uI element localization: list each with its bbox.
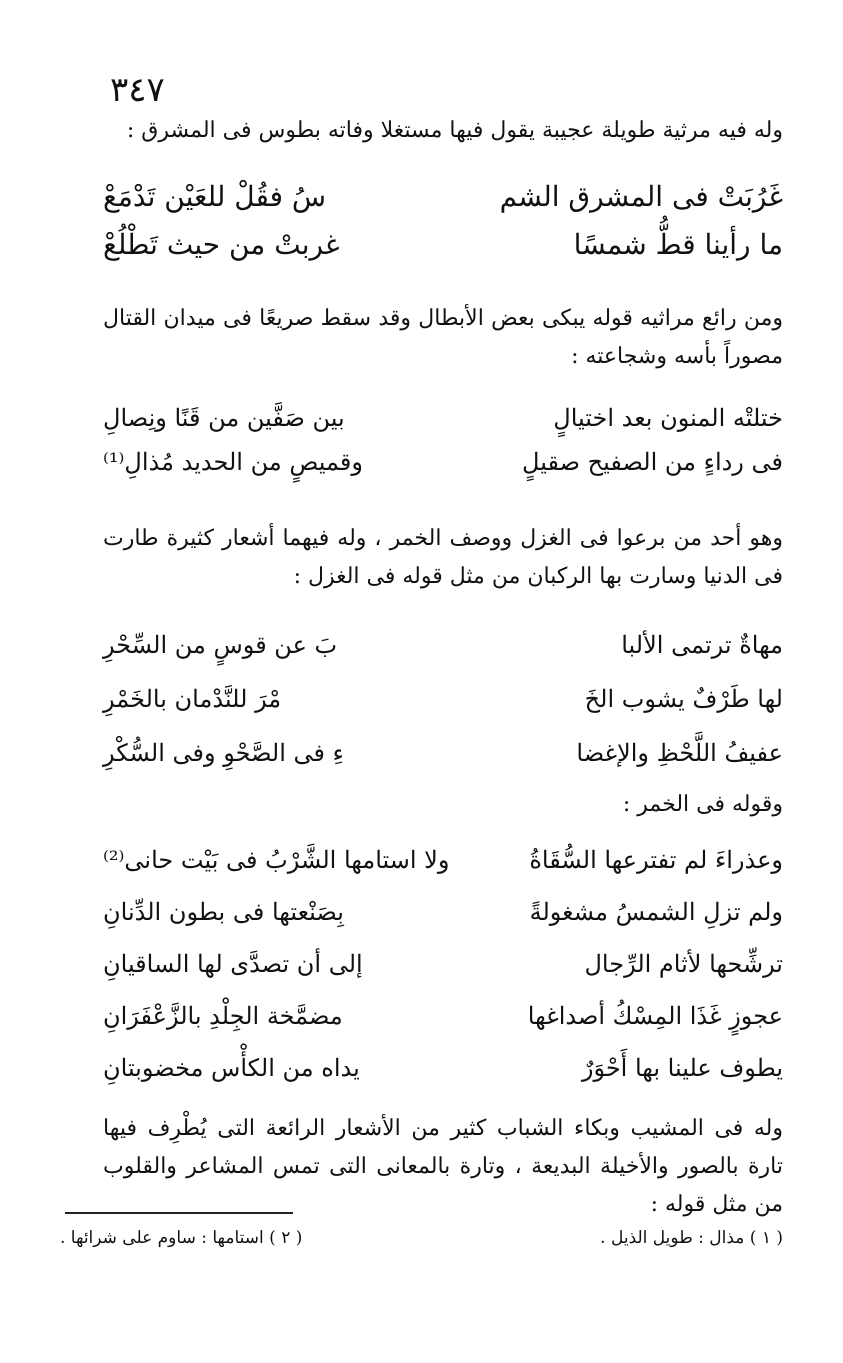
second-hemistich: ولا استامها الشَّرْبُ فى بَيْت حانى⁽²⁾ xyxy=(103,846,450,874)
intro-paragraph-1: وله فيه مرثية طويلة عجيبة يقول فيها مستغلا وفاته بطوس فى المشرق : xyxy=(126,118,783,143)
poem-4 xyxy=(103,834,783,1094)
first-hemistich: ما رأينا قطُّ شمسًا xyxy=(573,227,783,261)
first-hemistich: مهاةٌ ترتمى الألبا xyxy=(621,631,783,659)
page-number: ٣٤٧ xyxy=(110,70,165,110)
intro-paragraph-2: ومن رائع مراثيه قوله يبكى بعض الأبطال وقد سقط صريعًا فى ميدان القتال مصوراً بأسه وشجاعته : xyxy=(103,306,783,369)
poem-1 xyxy=(103,172,783,268)
first-hemistich: لها طَرْفٌ يشوب الخَ xyxy=(584,685,783,713)
verse-line xyxy=(103,672,783,726)
verse-line xyxy=(103,834,783,886)
verse-line xyxy=(103,886,783,938)
verse-line xyxy=(103,440,783,484)
footnote-2: ( ٢ ) استامها : ساوم على شرائها . xyxy=(60,1228,303,1248)
second-hemistich: غربتْ من حيث تَطْلُعْ xyxy=(103,227,340,261)
first-hemistich: وعذراءَ لم تفترعها السُّقَاةُ xyxy=(529,846,783,874)
verse-line xyxy=(103,220,783,268)
first-hemistich: ولم تزلِ الشمسُ مشغولةً xyxy=(529,898,783,926)
poem-3 xyxy=(103,618,783,780)
verse-line xyxy=(103,1042,783,1094)
first-hemistich: غَرُبَتْ فى المشرق الشم xyxy=(499,179,783,213)
footnote-1: ( ١ ) مذال : طويل الذيل . xyxy=(600,1228,783,1248)
second-hemistich: سُ فقُلْ للعَيْن تَدْمَعْ xyxy=(103,179,327,213)
second-hemistich: بِصَنْعتها فى بطون الدِّنانِ xyxy=(103,898,344,926)
second-hemistich: يداه من الكأْس مخضوبتانِ xyxy=(103,1054,360,1082)
verse-line xyxy=(103,726,783,780)
verse-line xyxy=(103,990,783,1042)
first-hemistich: يطوف علينا بها أَحْوَرٌ xyxy=(581,1054,783,1082)
first-hemistich: فى رداءٍ من الصفيح صقيلٍ xyxy=(522,448,783,476)
first-hemistich: ختلتْه المنون بعد اختيالٍ xyxy=(553,404,783,432)
first-hemistich: عجوزٍ غَذَا المِسْكُ أصداغها xyxy=(527,1002,783,1030)
first-hemistich: عفيفُ اللَّحْظِ والإغضا xyxy=(576,739,783,767)
intro-paragraph-5: وله فى المشيب وبكاء الشباب كثير من الأشعار الرائعة التى يُطْرِف فيها تارة بالصور والأخيلة البديعة ، وتارة بالمعانى التى تمس المشاعر والقلوب من مثل قوله : xyxy=(103,1116,783,1217)
first-hemistich: ترشِّحها لأثام الرِّجال xyxy=(584,950,783,978)
second-hemistich: إلى أن تصدَّى لها الساقيانِ xyxy=(103,950,363,978)
verse-line xyxy=(103,618,783,672)
poem-2 xyxy=(103,396,783,484)
intro-paragraph-4: وقوله فى الخمر : xyxy=(622,792,783,817)
footnote-separator xyxy=(65,1212,293,1214)
intro-paragraph-3: وهو أحد من برعوا فى الغزل ووصف الخمر ، وله فيهما أشعار كثيرة طارت فى الدنيا وسارت بها الركبان من مثل قوله فى الغزل : xyxy=(103,526,784,589)
footnotes xyxy=(60,1223,783,1253)
second-hemistich: وقميصٍ من الحديد مُذالِ⁽¹⁾ xyxy=(103,448,363,476)
verse-line xyxy=(103,938,783,990)
second-hemistich: مْرَ للنَّدْمان بالخَمْرِ xyxy=(103,685,282,713)
second-hemistich: ءِ فى الصَّحْوِ وفى السُّكْرِ xyxy=(103,739,344,767)
second-hemistich: مضمَّخة الجِلْدِ بالزَّعْفَرَانِ xyxy=(103,1002,343,1030)
second-hemistich: بَ عن قوسٍ من السِّحْرِ xyxy=(103,631,338,659)
second-hemistich: بين صَفَّين من قَنًا ونِصالِ xyxy=(103,404,345,432)
verse-line xyxy=(103,172,783,220)
verse-line xyxy=(103,396,783,440)
